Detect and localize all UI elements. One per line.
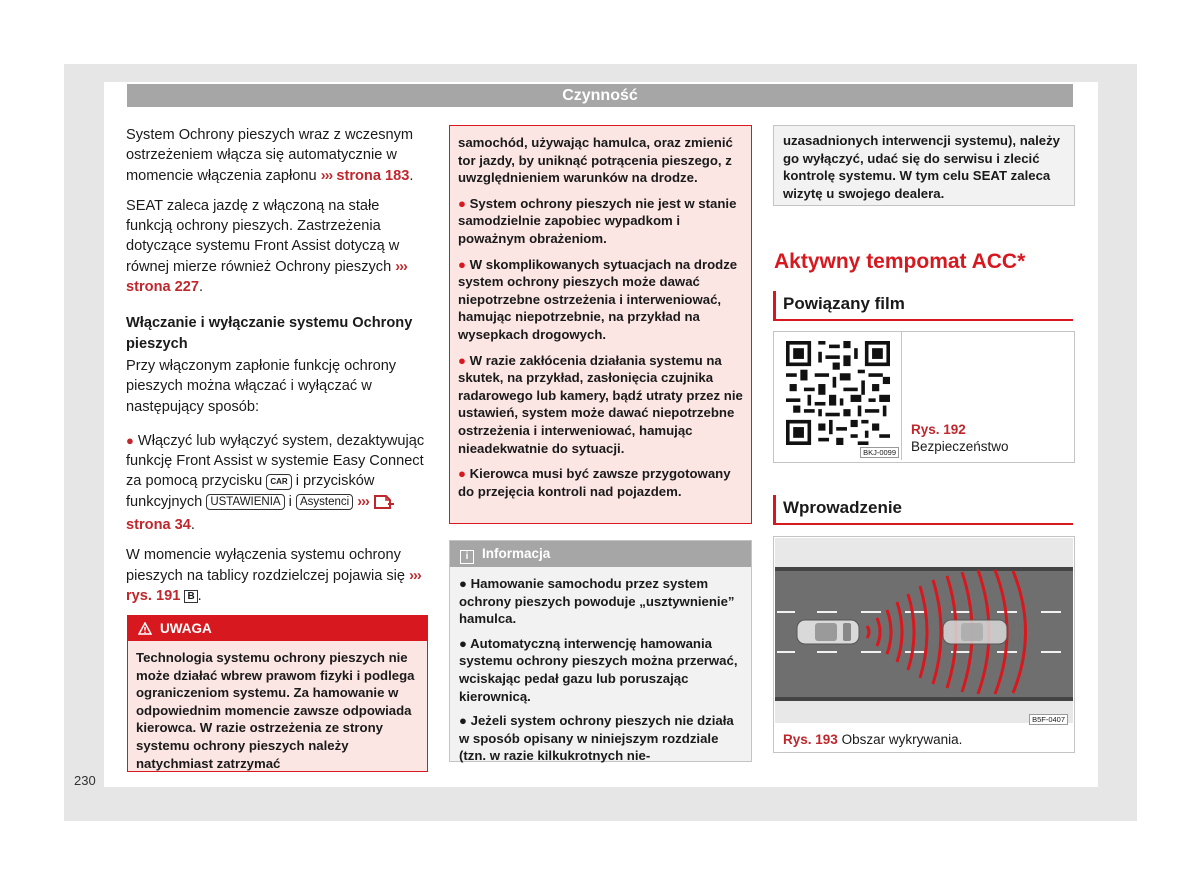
car-key-icon: CAR: [266, 474, 291, 490]
acc-title: Aktywny tempomat ACC*: [774, 250, 1026, 273]
bullet-icon: ●: [458, 195, 466, 211]
qr-code-icon[interactable]: [786, 341, 890, 445]
bullet-icon: ●: [458, 352, 466, 368]
intro-heading: Wprowadzenie: [773, 495, 1073, 525]
figure-code: B5F-0407: [1029, 714, 1068, 725]
bullet-icon: ●: [458, 466, 466, 482]
how-to-paragraph: Przy włączonym zapłonie funkcję ochrony pieszych można włączać i wyłączać w następujący sposób:: [126, 357, 397, 415]
info-icon: i: [460, 550, 474, 564]
qr-code-frame: [774, 332, 902, 460]
own-car-icon: [797, 620, 859, 644]
section-title: Czynność: [127, 84, 1073, 107]
figure-193-text: Obszar wykrywania.: [841, 732, 963, 747]
figure-193-caption: [783, 731, 962, 748]
qr-code-id: BKJ-0099: [860, 447, 899, 458]
link-strona-227[interactable]: strona 227: [126, 279, 200, 296]
warning-lead-text: samochód, używając hamulca, oraz zmienić tor jazdy, by uniknąć potrącenia pieszego, z uwzględnieniem warunków na drodze.: [458, 135, 733, 186]
figure-192-label: Rys. 192: [911, 422, 966, 437]
vehicle-ahead-icon: [943, 620, 1007, 644]
info-bullet: ● Hamowanie samochodu przez system ochrony pieszych powoduje „usztywnienie” hamulca.: [459, 576, 735, 627]
info-box: [449, 540, 752, 762]
arrows-icon: ›››: [357, 493, 369, 510]
info-continuation-text: uzasadnionych interwencji systemu), należy go wyłączyć, udać się do serwisu i zlecić kontrolę systemu. W tym celu SEAT zaleca wizytę u swojego dealera.: [783, 133, 1061, 201]
info-bullet: ● Automatyczną interwencję hamowania systemu ochrony pieszych można przerwać, wciskając pedał gazu lub poruszając kierownicą.: [459, 635, 738, 704]
figure-marker-b: B: [184, 590, 197, 603]
link-rys-191[interactable]: rys. 191: [126, 587, 181, 604]
settings-key: USTAWIENIA: [206, 494, 284, 510]
warning-bullet: ● Kierowca musi być zawsze przygotowany do przejęcia kontroli nad pojazdem.: [458, 466, 731, 499]
bullet-icon: ●: [126, 432, 134, 448]
figure-193: [773, 536, 1075, 753]
arrows-icon: ›››: [409, 567, 421, 584]
book-page-icon: [373, 494, 395, 515]
column-1: [126, 125, 426, 616]
recommendation-paragraph: SEAT zaleca jazdę z włączoną na stałe funkcją ochrony pieszych. Zastrzeżenia dotyczące systemu Front Assist dotyczą w równej mierze również Ochrony pieszych ››› strona 227.: [126, 197, 407, 296]
link-strona-183[interactable]: strona 183: [336, 167, 410, 184]
arrows-icon: ›››: [395, 258, 407, 275]
info-label: Informacja: [482, 546, 551, 561]
info-header: [450, 541, 751, 567]
warning-bullet: ● W razie zakłócenia działania systemu na skutek, na przykład, zasłonięcia czujnika radarowego lub kamery, bądź utraty przez nie ustawień, system może dawać niepotrzebne ostrzeżenia i interweniować, hamując nieadekwatnie do sytuacji.: [458, 352, 743, 456]
warning-header: [128, 616, 427, 641]
subheading: Włączanie i wyłączanie systemu Ochrony pieszych: [126, 315, 413, 352]
warning-triangle-icon: [138, 618, 152, 643]
bullet-icon: ●: [458, 256, 466, 272]
dashboard-paragraph: W momencie wyłączenia systemu ochrony pieszych na tablicy rozdzielczej pojawia się ››› rys. 191 B .: [126, 547, 421, 604]
intro-paragraph: System Ochrony pieszych wraz z wczesnym ostrzeżeniem włącza się automatycznie w momencie włączenia zapłonu ››› strona 183.: [126, 127, 414, 184]
info-bullet: ● Jeżeli system ochrony pieszych nie działa w sposób opisany w niniejszym rozdziale (tzn. w razie kilkukrotnych nie-: [459, 713, 734, 764]
video-heading: Powiązany film: [773, 291, 1073, 321]
warning-bullet: ● W skomplikowanych sytuacjach na drodze system ochrony pieszych może dawać niepotrzebne ostrzeżenia i interweniować, hamując niepotrzebnie, na przykład na wysepkach drogowych.: [458, 256, 738, 342]
warning-bullet: ● System ochrony pieszych nie jest w stanie samodzielnie zapobiec wypadkom i poważnym obrażeniom.: [458, 195, 737, 246]
acc-detection-area-illustration: [775, 538, 1073, 723]
figure-192-caption: [911, 421, 1061, 455]
arrows-icon: ›››: [320, 167, 333, 184]
link-strona-34[interactable]: strona 34: [126, 517, 191, 534]
warning-text: Technologia systemu ochrony pieszych nie może działać wbrew prawom fizyki i podlega ograniczeniom systemu. Za hamowanie w odpowiednim momencie zawsze odpowiada kierowca. W razie ostrzeżenia ze strony systemu ochrony pieszych należy natychmiast zatrzymać: [136, 650, 415, 771]
warning-continuation-box: [449, 125, 752, 524]
page-number: 230: [74, 773, 96, 788]
warning-label: UWAGA: [160, 621, 212, 636]
warning-box: [127, 615, 428, 772]
info-continuation-box: [773, 125, 1075, 206]
video-figure: [773, 331, 1075, 463]
bullet-item: ● Włączyć lub wyłączyć system, dezaktywując funkcję Front Assist w systemie Easy Connect za pomocą przycisku CAR i przycisków funkcyjnych USTAWIENIA i Asystenci ››› strona 34.: [126, 432, 425, 534]
figure-192-text: Bezpieczeństwo: [911, 439, 1009, 454]
figure-193-label: Rys. 193: [783, 732, 838, 747]
assist-key: Asystenci: [296, 494, 353, 510]
